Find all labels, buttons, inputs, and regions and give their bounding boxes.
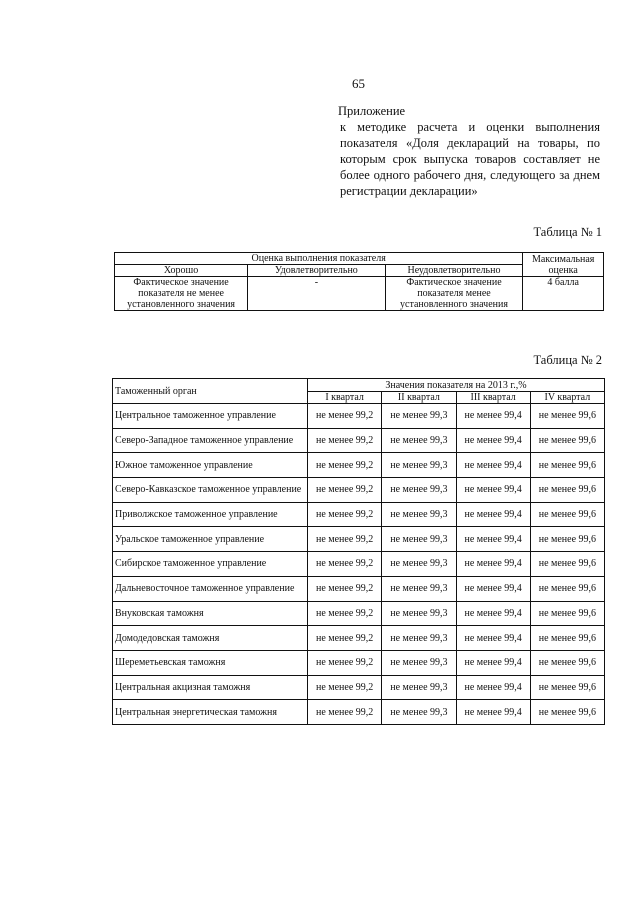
table1-label: Таблица № 1 (533, 225, 602, 239)
quarter-4-value: не менее 99,6 (530, 527, 604, 552)
quarter-2-value: не менее 99,3 (382, 502, 456, 527)
customs-authority-name: Северо-Кавказское таможенное управление (113, 478, 308, 503)
customs-authority-name: Сибирское таможенное управление (113, 552, 308, 577)
table-row (113, 404, 605, 429)
table2-label: Таблица № 2 (533, 353, 602, 367)
quarter-1-value: не менее 99,2 (308, 576, 382, 601)
quarter-3-value: не менее 99,4 (456, 404, 530, 429)
table2-header-q2: II квартал (382, 392, 456, 404)
quarter-1-value: не менее 99,2 (308, 527, 382, 552)
quarter-4-value: не менее 99,6 (530, 428, 604, 453)
table1-cell-max: 4 балла (523, 277, 604, 311)
quarter-4-value: не менее 99,6 (530, 404, 604, 429)
customs-authority-name: Домодедовская таможня (113, 626, 308, 651)
appendix-title: Приложение (338, 104, 406, 118)
customs-authority-name: Внуковская таможня (113, 601, 308, 626)
quarter-1-value: не менее 99,2 (308, 502, 382, 527)
table1-col-satisfactory: Удовлетворительно (248, 265, 385, 277)
table2-body (113, 404, 605, 725)
quarter-4-value: не менее 99,6 (530, 675, 604, 700)
table1-cell-satisfactory: - (248, 277, 385, 311)
quarter-2-value: не менее 99,3 (382, 576, 456, 601)
customs-authority-name: Приволжское таможенное управление (113, 502, 308, 527)
appendix-body: к методике расчета и оценки выполнения показателя «Доля деклараций на товары, по которым срок выпуска товаров составляет не более одного рабочего дня, следующего за днем регистрации декларации» (340, 120, 600, 198)
table-row (113, 552, 605, 577)
quarter-4-value: не менее 99,6 (530, 576, 604, 601)
quarter-2-value: не менее 99,3 (382, 552, 456, 577)
quarter-2-value: не менее 99,3 (382, 453, 456, 478)
quarter-1-value: не менее 99,2 (308, 478, 382, 503)
quarter-2-value: не менее 99,3 (382, 650, 456, 675)
table1-col-unsatisfactory: Неудовлетворительно (385, 265, 523, 277)
quarter-4-value: не менее 99,6 (530, 650, 604, 675)
table-row (113, 675, 605, 700)
customs-authority-name: Шереметьевская таможня (113, 650, 308, 675)
table-row (113, 428, 605, 453)
quarter-2-value: не менее 99,3 (382, 404, 456, 429)
quarter-2-value: не менее 99,3 (382, 428, 456, 453)
table1-cell-unsatisfactory: Фактическое значение показателя менее установленного значения (385, 277, 523, 311)
quarter-4-value: не менее 99,6 (530, 502, 604, 527)
quarter-4-value: не менее 99,6 (530, 453, 604, 478)
table-row (113, 502, 605, 527)
evaluation-table (114, 252, 604, 311)
customs-authority-name: Центральная акцизная таможня (113, 675, 308, 700)
quarter-1-value: не менее 99,2 (308, 428, 382, 453)
quarter-3-value: не менее 99,4 (456, 626, 530, 651)
quarter-3-value: не менее 99,4 (456, 552, 530, 577)
quarter-2-value: не менее 99,3 (382, 527, 456, 552)
quarter-3-value: не менее 99,4 (456, 700, 530, 725)
quarter-3-value: не менее 99,4 (456, 502, 530, 527)
table-row (113, 700, 605, 725)
quarter-1-value: не менее 99,2 (308, 626, 382, 651)
quarter-3-value: не менее 99,4 (456, 527, 530, 552)
table1-header-max: Максимальная оценка (523, 253, 604, 277)
table-row (113, 576, 605, 601)
quarter-2-value: не менее 99,3 (382, 478, 456, 503)
quarter-1-value: не менее 99,2 (308, 650, 382, 675)
table2-header-q3: III квартал (456, 392, 530, 404)
table-row (113, 527, 605, 552)
quarter-3-value: не менее 99,4 (456, 576, 530, 601)
quarter-1-value: не менее 99,2 (308, 404, 382, 429)
table-row (113, 453, 605, 478)
page-number: 65 (352, 76, 365, 91)
table1-col-good: Хорошо (115, 265, 248, 277)
table-row (113, 601, 605, 626)
customs-authority-name: Центральное таможенное управление (113, 404, 308, 429)
quarter-2-value: не менее 99,3 (382, 626, 456, 651)
indicator-values-table (112, 378, 605, 725)
quarter-1-value: не менее 99,2 (308, 700, 382, 725)
customs-authority-name: Дальневосточное таможенное управление (113, 576, 308, 601)
quarter-4-value: не менее 99,6 (530, 478, 604, 503)
quarter-2-value: не менее 99,3 (382, 675, 456, 700)
quarter-4-value: не менее 99,6 (530, 626, 604, 651)
customs-authority-name: Уральское таможенное управление (113, 527, 308, 552)
quarter-1-value: не менее 99,2 (308, 675, 382, 700)
quarter-4-value: не менее 99,6 (530, 700, 604, 725)
quarter-1-value: не менее 99,2 (308, 601, 382, 626)
table2-header-values: Значения показателя на 2013 г.,% (308, 379, 605, 392)
table1-header-group: Оценка выполнения показателя (115, 253, 523, 265)
quarter-3-value: не менее 99,4 (456, 601, 530, 626)
customs-authority-name: Центральная энергетическая таможня (113, 700, 308, 725)
table2-header-q4: IV квартал (530, 392, 604, 404)
table-row (113, 626, 605, 651)
quarter-2-value: не менее 99,3 (382, 601, 456, 626)
quarter-2-value: не менее 99,3 (382, 700, 456, 725)
quarter-3-value: не менее 99,4 (456, 675, 530, 700)
customs-authority-name: Северо-Западное таможенное управление (113, 428, 308, 453)
quarter-3-value: не менее 99,4 (456, 453, 530, 478)
appendix-heading (338, 103, 600, 199)
table1-cell-good: Фактическое значение показателя не менее установленного значения (115, 277, 248, 311)
quarter-3-value: не менее 99,4 (456, 428, 530, 453)
quarter-4-value: не менее 99,6 (530, 601, 604, 626)
customs-authority-name: Южное таможенное управление (113, 453, 308, 478)
table2-header-q1: I квартал (308, 392, 382, 404)
quarter-1-value: не менее 99,2 (308, 453, 382, 478)
table-row (113, 478, 605, 503)
table-row (113, 650, 605, 675)
quarter-3-value: не менее 99,4 (456, 650, 530, 675)
quarter-1-value: не менее 99,2 (308, 552, 382, 577)
quarter-4-value: не менее 99,6 (530, 552, 604, 577)
table2-header-org: Таможенный орган (113, 379, 308, 404)
quarter-3-value: не менее 99,4 (456, 478, 530, 503)
